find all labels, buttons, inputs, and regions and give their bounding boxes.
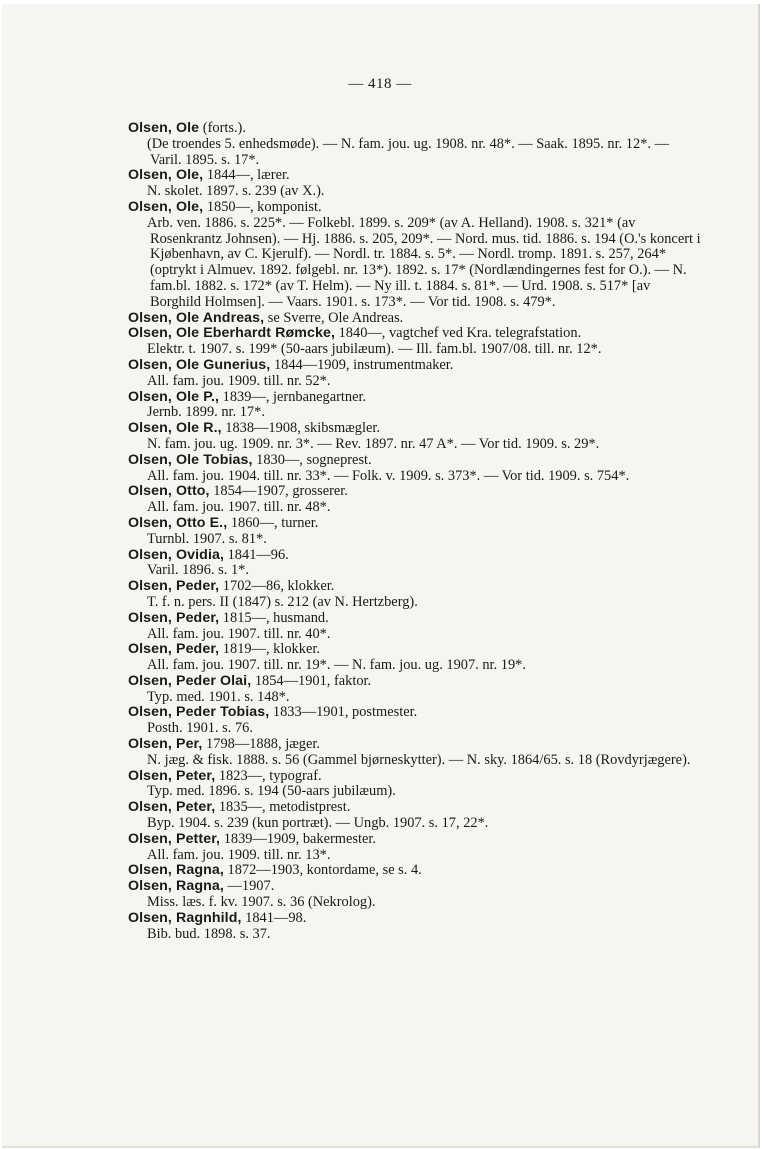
entry-description: 1860—, turner. <box>227 514 319 531</box>
entry-name: Olsen, Ole R., <box>128 420 222 437</box>
entry-reference: All. fam. jou. 1907. till. nr. 48*. <box>147 499 331 516</box>
entry-name: Olsen, Per, <box>128 736 203 753</box>
entry-heading <box>128 421 703 437</box>
entry-description: 1830—, sogneprest. <box>252 451 372 468</box>
list-item <box>128 579 703 611</box>
entry-name: Olsen, Ole Andreas, <box>128 309 265 326</box>
entry-name: Olsen, Ole Tobias, <box>128 451 253 468</box>
entry-description: 1854—1901, faktor. <box>251 672 372 689</box>
entry-heading <box>128 579 703 595</box>
entry-reference: Typ. med. 1896. s. 194 (50-aars jubilæum). <box>147 783 396 800</box>
list-item <box>128 737 703 769</box>
entry-description: 1819—, klokker. <box>219 641 320 658</box>
list-item <box>128 800 703 832</box>
entry-name: Olsen, Otto, <box>128 483 210 500</box>
document-page <box>2 4 760 1148</box>
list-item <box>128 611 703 643</box>
entry-heading <box>128 121 703 137</box>
entry-description: 1844—, lærer. <box>203 167 290 184</box>
entry-name: Olsen, Peter, <box>128 799 216 816</box>
list-item <box>128 548 703 580</box>
entry-name: Olsen, Ragna, <box>128 878 224 895</box>
entry-name: Olsen, Ovidia, <box>128 546 225 563</box>
list-item <box>128 705 703 737</box>
list-item <box>128 832 703 864</box>
entry-name: Olsen, Ole Eberhardt Rømcke, <box>128 325 336 342</box>
entry-heading <box>128 453 703 469</box>
entry-name: Olsen, Ole Gunerius, <box>128 356 271 373</box>
entry-reference: Bib. bud. 1898. s. 37. <box>147 925 271 942</box>
entry-reference: Typ. med. 1901. s. 148*. <box>147 688 290 705</box>
entry-reference: Miss. læs. f. kv. 1907. s. 36 (Nekrolog). <box>147 894 376 911</box>
entry-description: 1850—, komponist. <box>203 198 322 215</box>
entry-reference: N. skolet. 1897. s. 239 (av X.). <box>147 183 325 200</box>
list-item <box>128 769 703 801</box>
entry-description: 1872—1903, kontordame, se s. 4. <box>223 862 422 879</box>
entry-reference: Varil. 1896. s. 1*. <box>147 562 249 579</box>
entry-heading <box>128 769 703 785</box>
entry-description: 1815—, husmand. <box>219 609 329 626</box>
entry-reference: N. jæg. & fisk. 1888. s. 56 (Gammel bjørneskytter). — N. sky. 1864/65. s. 18 (Rovdyrjægere). <box>147 751 691 768</box>
entry-name: Olsen, Ragnhild, <box>128 909 242 926</box>
entry-reference: N. fam. jou. ug. 1909. nr. 3*. — Rev. 1897. nr. 47 A*. — Vor tid. 1909. s. 29*. <box>147 435 600 452</box>
entry-name: Olsen, Ragna, <box>128 862 224 879</box>
entry-description: 1823—, typograf. <box>215 767 322 784</box>
entry-heading <box>128 879 703 895</box>
list-item <box>128 421 703 453</box>
entry-heading <box>128 516 703 532</box>
entry-heading <box>128 674 703 690</box>
list-item <box>128 311 703 327</box>
entry-name: Olsen, Ole <box>128 120 200 136</box>
entry-description: 1702—86, klokker. <box>219 578 335 595</box>
entry-heading <box>128 737 703 753</box>
entry-name: Olsen, Peder, <box>128 578 220 595</box>
entry-description: 1840—, vagtchef ved Kra. telegrafstation. <box>335 325 582 342</box>
entry-reference: All. fam. jou. 1904. till. nr. 33*. — Folk. v. 1909. s. 373*. — Vor tid. 1909. s. 754*. <box>147 467 630 484</box>
entry-name: Olsen, Otto E., <box>128 514 228 531</box>
entry-heading <box>128 642 703 658</box>
list-item <box>128 358 703 390</box>
entry-description: 1798—1888, jæger. <box>202 736 320 753</box>
entry-name: Olsen, Peder, <box>128 641 220 658</box>
list-item <box>128 674 703 706</box>
entry-reference: Elektr. t. 1907. s. 199* (50-aars jubilæum). — Ill. fam.bl. 1907/08. till. nr. 12*. <box>147 341 602 358</box>
entry-description: 1835—, metodistprest. <box>215 799 351 816</box>
entry-heading <box>128 800 703 816</box>
entry-description: 1833—1901, postmester. <box>269 704 418 721</box>
entry-heading <box>128 326 703 342</box>
entry-heading <box>128 200 703 216</box>
entry-reference: Posth. 1901. s. 76. <box>147 720 253 737</box>
list-item <box>128 200 703 311</box>
entry-heading <box>128 548 703 564</box>
entry-heading <box>128 484 703 500</box>
entry-heading <box>128 390 703 406</box>
list-item <box>128 863 703 879</box>
entry-reference: All. fam. jou. 1909. till. nr. 52*. <box>147 372 331 389</box>
entry-description: 1844—1909, instrumentmaker. <box>270 356 454 373</box>
list-item <box>128 121 703 168</box>
entry-name: Olsen, Ole P., <box>128 388 220 405</box>
entry-description: —1907. <box>223 878 275 895</box>
entry-description: se Sverre, Ole Andreas. <box>264 309 404 326</box>
list-item <box>128 879 703 911</box>
entry-description: (forts.). <box>199 120 246 136</box>
entry-description: 1839—, jernbanegartner. <box>219 388 367 405</box>
entry-heading <box>128 311 703 327</box>
entry-description: 1854—1907, grosserer. <box>209 483 348 500</box>
entry-reference: T. f. n. pers. II (1847) s. 212 (av N. Hertzberg). <box>147 593 418 610</box>
page-number: — 418 — <box>348 76 412 92</box>
entry-name: Olsen, Peder, <box>128 609 220 626</box>
entry-heading <box>128 611 703 627</box>
list-item <box>128 390 703 422</box>
entry-name: Olsen, Peder Tobias, <box>128 704 270 721</box>
list-item <box>128 326 703 358</box>
entry-description: 1839—1909, bakermester. <box>220 830 376 847</box>
entry-reference: Arb. ven. 1886. s. 225*. — Folkebl. 1899. s. 209* (av A. Helland). 1908. s. 321* (av Rosenkrantz Johnsen). — Hj. 1886. s. 205, 209*. — Nord. mus. tid. 1886. s. 194 (O.'s koncert i Kjøbenhavn, av C. Kjerulf). — Nordl. tr. 1884. s. 5*. — Nordl. tromp. 1891. s. 257, 264* (optrykt i Almuev. 1892. følgebl. nr. 13*). 1892. s. 17* (Nordlændingernes fest for O.). — N. fam.bl. 1882. s. 172* (av T. Helm). — Ny ill. t. 1884. s. 81*. — Urd. 1908. s. 517* [av Borghild Holmsen]. — Vaars. 1901. s. 173*. — Vor tid. 1908. s. 479*. <box>147 214 701 310</box>
list-item <box>128 911 703 943</box>
entry-reference: (De troendes 5. enhedsmøde). — N. fam. jou. ug. 1908. nr. 48*. — Saak. 1895. nr. 12*. — Varil. 1895. s. 17*. <box>147 135 669 168</box>
list-item <box>128 168 703 200</box>
entry-reference: Turnbl. 1907. s. 81*. <box>147 530 267 547</box>
entry-name: Olsen, Petter, <box>128 830 221 847</box>
entry-reference: Jernb. 1899. nr. 17*. <box>147 404 265 421</box>
entry-reference: All. fam. jou. 1907. till. nr. 19*. — N. fam. jou. ug. 1907. nr. 19*. <box>147 657 526 674</box>
entry-name: Olsen, Peder Olai, <box>128 672 252 689</box>
entry-description: 1841—96. <box>224 546 289 563</box>
entry-heading <box>128 168 703 184</box>
entry-list <box>128 121 703 942</box>
entry-name: Olsen, Ole, <box>128 198 204 215</box>
entry-reference: Byp. 1904. s. 239 (kun portræt). — Ungb. 1907. s. 17, 22*. <box>147 815 489 832</box>
entry-name: Olsen, Ole, <box>128 167 204 184</box>
entry-reference: All. fam. jou. 1907. till. nr. 40*. <box>147 625 331 642</box>
entry-heading <box>128 358 703 374</box>
entry-heading <box>128 863 703 879</box>
entry-description: 1838—1908, skibsmægler. <box>221 420 380 437</box>
list-item <box>128 642 703 674</box>
entry-name: Olsen, Peter, <box>128 767 216 784</box>
list-item <box>128 453 703 485</box>
list-item <box>128 516 703 548</box>
entry-heading <box>128 911 703 927</box>
entry-description: 1841—98. <box>241 909 307 926</box>
entry-heading <box>128 705 703 721</box>
entry-reference: All. fam. jou. 1909. till. nr. 13*. <box>147 846 331 863</box>
list-item <box>128 484 703 516</box>
entry-heading <box>128 832 703 848</box>
